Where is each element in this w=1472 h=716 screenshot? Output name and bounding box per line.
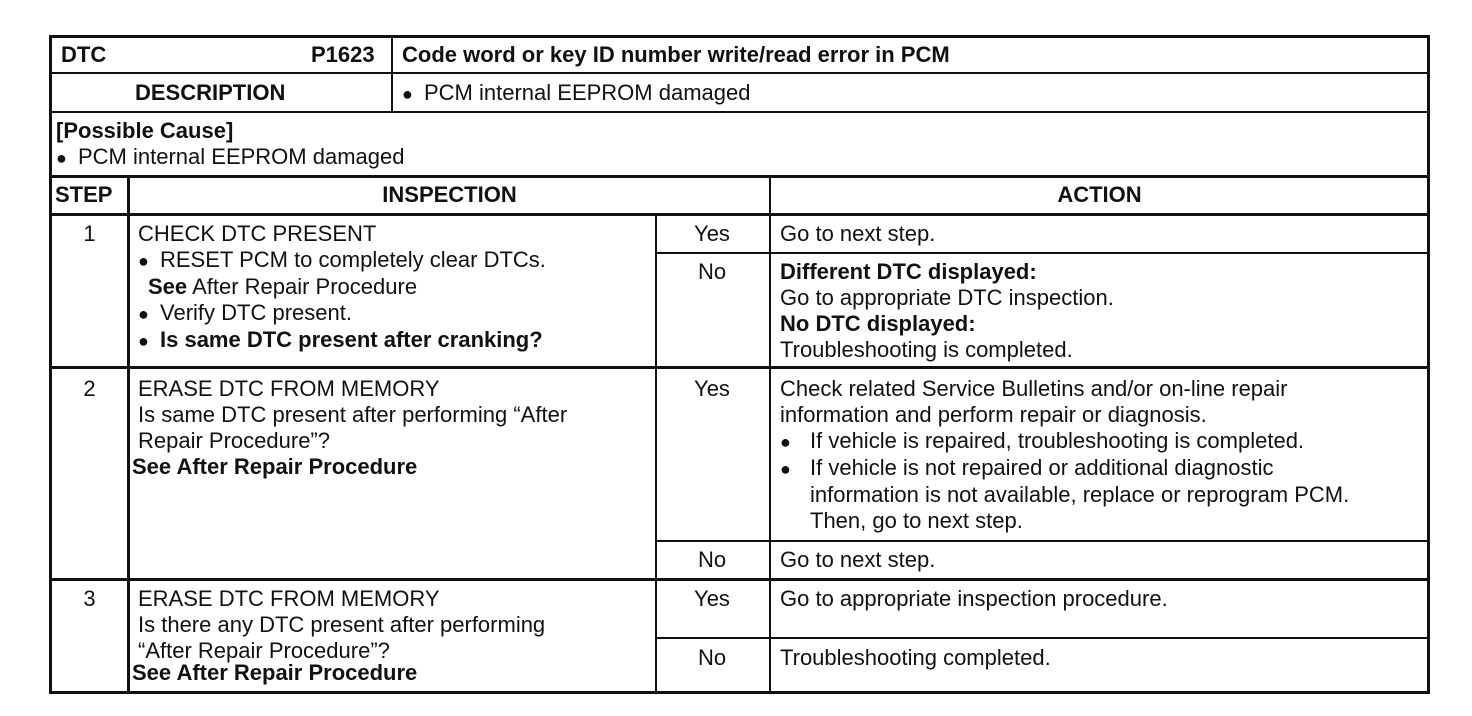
rule-action-divider	[769, 175, 771, 694]
rule-under-title	[52, 72, 1430, 74]
bullet-icon: ●	[402, 84, 413, 104]
rule-under-cause	[52, 175, 1430, 178]
column-inspection: INSPECTION	[382, 182, 517, 207]
step-2-number: 2	[83, 376, 96, 401]
step-2-title: ERASE DTC FROM MEMORY	[138, 376, 440, 401]
bullet-icon: ●	[780, 432, 791, 452]
rule-under-description	[52, 111, 1430, 113]
step-3-see: See After Repair Procedure	[132, 660, 418, 685]
step-3-no-action: Troubleshooting completed.	[780, 645, 1051, 670]
step-2-see: See After Repair Procedure	[132, 454, 418, 479]
step-1-line-see: See After Repair Procedure	[148, 274, 418, 299]
step-3-no: No	[697, 645, 727, 670]
step-3-title: ERASE DTC FROM MEMORY	[138, 586, 440, 611]
step-2-no-action: Go to next step.	[780, 547, 936, 572]
rule-title-divider	[391, 38, 393, 111]
step-3-inspection: ERASE DTC FROM MEMORY Is there any DTC present after performing “After Repair Procedure”? See After Repair Procedure	[132, 586, 546, 685]
step-2-yes: Yes	[694, 376, 730, 401]
rule-under-step2	[52, 578, 1430, 581]
rule-answer-divider	[655, 213, 657, 694]
bullet-icon: ●	[138, 331, 149, 351]
step-1-inspection	[138, 221, 546, 354]
step-1-line-question: ● Is same DTC present after cranking?	[138, 327, 543, 352]
dtc-code: P1623	[311, 42, 375, 67]
rule-step1-yes	[655, 252, 1430, 254]
step-1-number: 1	[83, 221, 96, 246]
step-2-yes-action: Check related Service Bulletins and/or on-line repair information and perform repair or diagnosis. ● If vehicle is repaired, troubleshooting is completed. ● If vehicle is not repaired or additional diagnostic information is not available, replace or reprogram PCM. Then, go to next step.	[780, 376, 1350, 533]
possible-cause-item: ● PCM internal EEPROM damaged	[56, 144, 405, 169]
step-1-yes: Yes	[694, 221, 730, 246]
dtc-label: DTC	[61, 42, 107, 67]
rule-under-step1	[52, 366, 1430, 369]
step-1-no: No	[697, 259, 727, 284]
step-3-number: 3	[83, 586, 96, 611]
possible-cause-heading: [Possible Cause]	[56, 118, 234, 143]
rule-step-divider	[127, 175, 130, 694]
step-2-no: No	[697, 547, 727, 572]
step-1-no-action: Different DTC displayed: Go to appropriate DTC inspection. No DTC displayed: Troubleshooting is completed.	[780, 259, 1114, 362]
description-label: DESCRIPTION	[135, 80, 286, 105]
bullet-icon: ●	[780, 459, 791, 479]
step-1-yes-action: Go to next step.	[780, 221, 936, 246]
step-1-line-reset: ● RESET PCM to completely clear DTCs.	[138, 247, 546, 272]
step-1-title: CHECK DTC PRESENT	[138, 221, 377, 246]
column-action: ACTION	[1057, 182, 1142, 207]
rule-step2-yes	[655, 540, 1430, 542]
description-text: ● PCM internal EEPROM damaged	[402, 80, 751, 105]
step-2-inspection: ERASE DTC FROM MEMORY Is same DTC present after performing “After Repair Procedure”? See After Repair Procedure	[132, 376, 568, 479]
step-3-yes: Yes	[694, 586, 730, 611]
dtc-table	[49, 35, 1430, 694]
column-step: STEP	[55, 182, 113, 207]
bullet-icon: ●	[138, 251, 149, 271]
bullet-icon: ●	[56, 148, 67, 168]
rule-under-columns	[52, 213, 1430, 216]
rule-step3-yes	[655, 637, 1430, 639]
bullet-icon: ●	[138, 304, 149, 324]
step-1-line-verify: ● Verify DTC present.	[138, 300, 352, 325]
step-3-yes-action: Go to appropriate inspection procedure.	[780, 586, 1168, 611]
dtc-title: Code word or key ID number write/read error in PCM	[402, 42, 950, 67]
